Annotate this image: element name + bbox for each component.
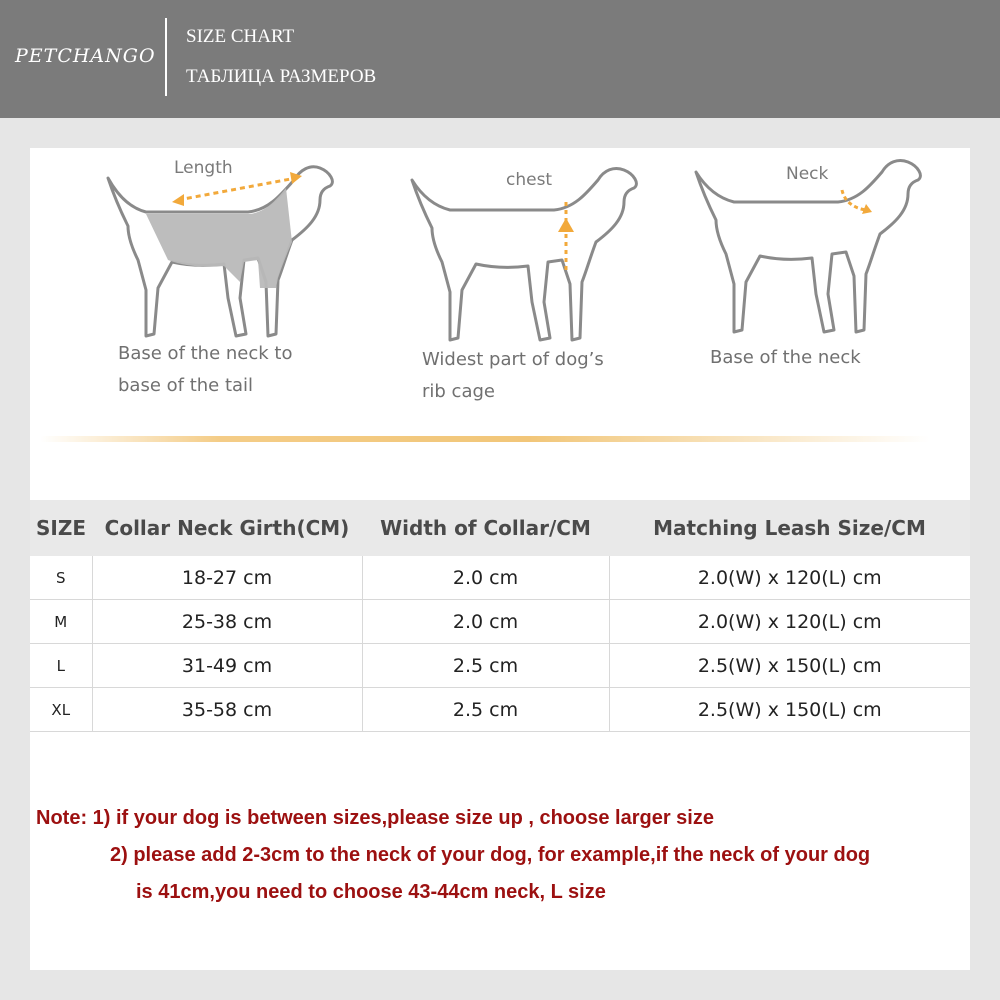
table-cell-leash-size: 2.5(W) x 150(L) cm [609, 688, 970, 732]
table-cell-collar-width: 2.0 cm [362, 556, 609, 600]
table-cell-leash-size: 2.0(W) x 120(L) cm [609, 556, 970, 600]
chest-description-line: rib cage [422, 381, 495, 402]
chest-description [422, 344, 604, 408]
table-cell-size: S [30, 556, 92, 600]
size-table [30, 500, 970, 732]
table-row [30, 556, 970, 600]
note-line-3: is 41cm,you need to choose 43-44cm neck, L size [136, 881, 606, 903]
table-cell-leash-size: 2.5(W) x 150(L) cm [609, 644, 970, 688]
size-chart-panel [30, 148, 970, 970]
chest-tag: chest [506, 170, 553, 190]
table-cell-collar-width: 2.0 cm [362, 600, 609, 644]
table-row [30, 600, 970, 644]
header-size: SIZE [30, 500, 92, 556]
table-cell-size: L [30, 644, 92, 688]
neck-description [710, 342, 861, 374]
title-english: SIZE CHART [186, 26, 295, 47]
table-cell-size: M [30, 600, 92, 644]
length-description-line: Base of the neck to [118, 343, 293, 364]
table-cell-neck-girth: 35-58 cm [92, 688, 362, 732]
length-description [118, 338, 292, 402]
header-leash-size: Matching Leash Size/CM [609, 500, 970, 556]
header-neck-girth: Collar Neck Girth(CM) [92, 500, 362, 556]
table-cell-neck-girth: 31-49 cm [92, 644, 362, 688]
header-divider [165, 18, 167, 96]
sizing-notes [36, 800, 966, 911]
brand-logo: PETCHANGO [15, 45, 156, 67]
table-cell-leash-size: 2.0(W) x 120(L) cm [609, 600, 970, 644]
chest-description-line: Widest part of dog’s [422, 349, 604, 370]
title-russian: ТАБЛИЦА РАЗМЕРОВ [186, 66, 377, 87]
length-tag: Length [174, 158, 233, 178]
dog-chest-illustration [406, 162, 646, 352]
table-row [30, 688, 970, 732]
table-cell-size: XL [30, 688, 92, 732]
table-cell-collar-width: 2.5 cm [362, 644, 609, 688]
note-line-1: Note: 1) if your dog is between sizes,please size up , choose larger size [36, 807, 714, 829]
table-cell-neck-girth: 18-27 cm [92, 556, 362, 600]
header-collar-width: Width of Collar/CM [362, 500, 609, 556]
dog-length-illustration [98, 156, 338, 346]
length-description-line: base of the tail [118, 375, 254, 396]
note-line-2: 2) please add 2-3cm to the neck of your dog, for example,if the neck of your dog [110, 844, 871, 866]
neck-description-line: Base of the neck [710, 347, 861, 368]
measurement-illustrations [30, 148, 970, 500]
neck-tag: Neck [786, 164, 829, 184]
table-cell-collar-width: 2.5 cm [362, 688, 609, 732]
table-row [30, 644, 970, 688]
table-header-row [30, 500, 970, 556]
table-cell-neck-girth: 25-38 cm [92, 600, 362, 644]
header-bar [0, 0, 1000, 118]
decorative-gold-line [40, 436, 930, 442]
